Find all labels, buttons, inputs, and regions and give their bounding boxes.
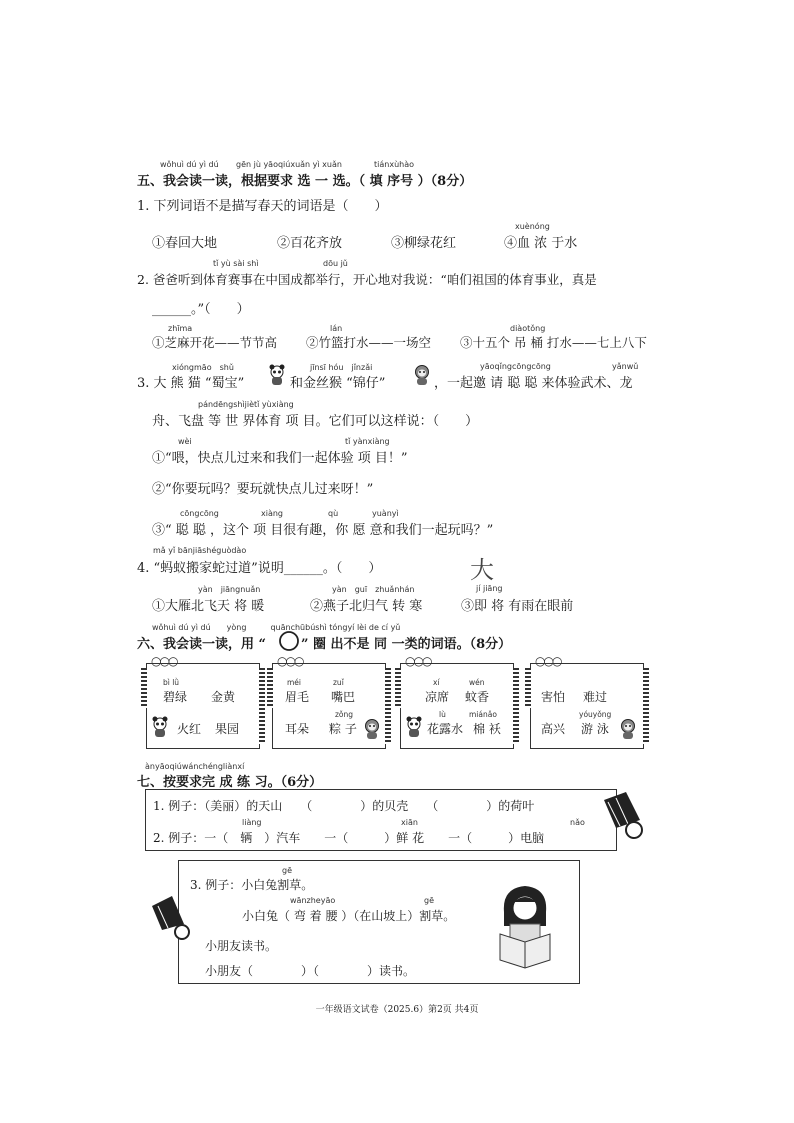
exercise-3-b: 小朋友读书。 — [205, 939, 278, 953]
word[interactable]: 害怕 — [541, 690, 566, 704]
option: ③即 将 有雨在眼前 — [461, 599, 574, 614]
word[interactable]: 粽 子 — [329, 722, 357, 736]
question-4-stem: 4. “蚂蚁搬家蛇过道”说明______。（ ） — [137, 561, 382, 576]
option: ②百花齐放 — [277, 236, 343, 251]
pinyin: jí jiāng — [476, 584, 503, 593]
option: ①大雁北飞天 将 暖 — [152, 599, 265, 614]
option: ①“喂，快点儿过来和我们一起体验 项 目！” — [152, 451, 408, 466]
exercise-3-example: 小白兔（ 弯 着 腰 ）（在山坡上）割草。 — [242, 909, 456, 923]
pinyin: gē — [424, 896, 434, 905]
monkey-icon — [619, 718, 637, 740]
pinyin: diàotǒng — [510, 324, 546, 333]
panda-icon — [268, 364, 286, 386]
word[interactable]: 眉毛 — [285, 690, 310, 704]
circle-icon — [278, 630, 300, 652]
word[interactable]: 游 泳 — [581, 722, 609, 736]
pinyin: tǐ yànxiàng — [345, 437, 390, 446]
pinyin: wèi — [178, 437, 192, 446]
pinyin: tǐ yù sài shì — [213, 259, 259, 268]
panda-icon — [151, 716, 169, 738]
option: ③柳绿花红 — [391, 236, 457, 251]
word[interactable]: 凉席 — [425, 690, 450, 704]
question-3-stem-b: 和金丝猴 “锦仔” — [290, 376, 386, 391]
option: ①春回大地 — [152, 236, 218, 251]
word-card: ○○○ méi zuǐ 眉毛 嘴巴 zǒng 耳朵 粽 子 — [272, 663, 386, 749]
word[interactable]: 嘴巴 — [331, 690, 356, 704]
word[interactable]: 高兴 — [541, 722, 566, 736]
pinyin: yāoqǐngcōngcōng — [480, 362, 551, 371]
word[interactable]: 金黄 — [211, 690, 236, 704]
pinyin: jīnsī hóu jǐnzǎi — [310, 363, 373, 372]
word[interactable]: 果园 — [215, 722, 240, 736]
word[interactable]: 碧绿 — [163, 690, 188, 704]
word[interactable]: 棉 袄 — [473, 722, 501, 736]
monkey-icon — [413, 364, 431, 386]
section-5-title: 五、我会读一读，根据要求 选 一 选。（ 填 序号 ）（8分） — [137, 174, 473, 189]
pinyin: mǎ yǐ bānjiāshéguòdào — [153, 546, 247, 555]
pinyin: gēn jù yāoqiúxuǎn yì xuǎn — [236, 160, 342, 169]
pinyin: wānzheyāo — [290, 896, 336, 905]
word-card: ○○○ 害怕 难过 yóuyǒng 高兴 游 泳 — [530, 663, 644, 749]
option: ④血 浓 于水 — [504, 236, 578, 251]
pinyin: yàn jiāngnuǎn — [198, 585, 261, 594]
section-7-title: 七、按要求完 成 练 习。（6分） — [137, 775, 323, 790]
pinyin: gē — [282, 866, 292, 875]
exercise-3-c: 小朋友（ ）（ ）读书。 — [205, 964, 416, 978]
pinyin: tiánxùhào — [374, 160, 415, 169]
pinyin: pándēngshìjiètǐ yùxiàng — [198, 400, 294, 409]
option: ②燕子北归气 转 寒 — [310, 599, 423, 614]
pinyin: lán — [330, 324, 343, 333]
question-3-stem-c: ，一起邀 请 聪 聪 来体验武术、龙 — [434, 376, 633, 391]
exercise-1: 1. 例子：（美丽）的天山 （ ）的贝壳 （ ）的荷叶 — [153, 799, 535, 813]
pinyin: nǎo — [570, 818, 585, 827]
shuttlecock-icon — [148, 892, 194, 942]
olympic-rings-icon: ○○○ — [151, 654, 177, 668]
pinyin: xiàng — [261, 509, 284, 518]
pinyin: wǒhuì dú yì dú — [160, 160, 219, 169]
exercise-2: 2. 例子：一（ 辆 ）汽车 一（ ）鲜 花 一（ ）电脑 — [153, 831, 545, 845]
word[interactable]: 难过 — [583, 690, 608, 704]
pinyin: dōu jǔ — [323, 259, 348, 268]
question-1-stem: 1. 下列词语不是描写春天的词语是（ ） — [137, 199, 388, 214]
pinyin: ànyāoqiúwánchéngliànxí — [145, 762, 245, 771]
word[interactable]: 耳朵 — [285, 722, 310, 736]
pinyin: yuànyì — [372, 509, 399, 518]
girl-reading-icon — [490, 882, 560, 970]
section-6-title: 六、我会读一读，用 “ — [137, 637, 267, 652]
olympic-rings-icon: ○○○ — [535, 654, 561, 668]
olympic-rings-icon: ○○○ — [277, 654, 303, 668]
shuttlecock-icon — [596, 790, 648, 842]
pinyin: wǒhuì dú yì dú yòng quānchūbúshì tóngyí lèi de cí yǔ — [152, 623, 401, 632]
option: ③“ 聪 聪 ，这个 项 目很有趣，你 愿 意和我们一起玩吗？” — [152, 523, 494, 538]
option: ②竹篮打水——一场空 — [306, 335, 432, 350]
pinyin: xuènóng — [515, 222, 550, 231]
pinyin: yàn guī zhuǎnhán — [332, 585, 415, 594]
pinyin: cōngcōng — [180, 509, 219, 518]
pinyin: zhīma — [168, 324, 193, 333]
panda-icon — [405, 716, 423, 738]
page-footer: 一年级语文试卷（2025.6）第2页 共4页 — [315, 1005, 479, 1015]
question-2-stem: 2. 爸爸听到体育赛事在中国成都举行，开心地对我说：“咱们祖国的体育事业，真是 — [137, 272, 597, 287]
option: ①芝麻开花——节节高 — [152, 335, 278, 350]
question-3-stem: 3. 大 熊 猫 “蜀宝” — [137, 376, 245, 391]
pinyin: xiān — [401, 818, 418, 827]
word-card: ○○○ bì lǜ 碧绿 金黄 火红 果园 — [146, 663, 260, 749]
pinyin: liàng — [242, 818, 262, 827]
section-6-title-b: ” 圈 出不是 同 一类的词语。（8分） — [301, 637, 512, 652]
olympic-rings-icon: ○○○ — [405, 654, 431, 668]
word[interactable]: 蚊香 — [465, 690, 490, 704]
question-3-stem-2: 舟、飞盘 等 世 界体育 项 目。它们可以这样说：（ ） — [152, 414, 479, 429]
handwritten-mark: 大 — [470, 556, 494, 584]
word[interactable]: 火红 — [177, 722, 202, 736]
pinyin: qù — [328, 509, 339, 518]
monkey-icon — [363, 718, 381, 740]
word-card: ○○○ xí wén 凉席 蚊香 lù miánǎo 花露水 棉 袄 — [400, 663, 514, 749]
exercise-3: 3. 例子：小白兔割草。 — [190, 878, 314, 892]
option: ②“你要玩吗？要玩就快点儿过来呀！” — [152, 482, 374, 497]
pinyin: yǎnwǔ — [612, 362, 639, 371]
pinyin: xióngmāo shǔ — [172, 363, 234, 372]
question-2-stem-2: ______。”（ ） — [152, 302, 250, 317]
option: ③十五个 吊 桶 打水——七上八下 — [460, 335, 647, 350]
word[interactable]: 花露水 — [427, 722, 464, 736]
